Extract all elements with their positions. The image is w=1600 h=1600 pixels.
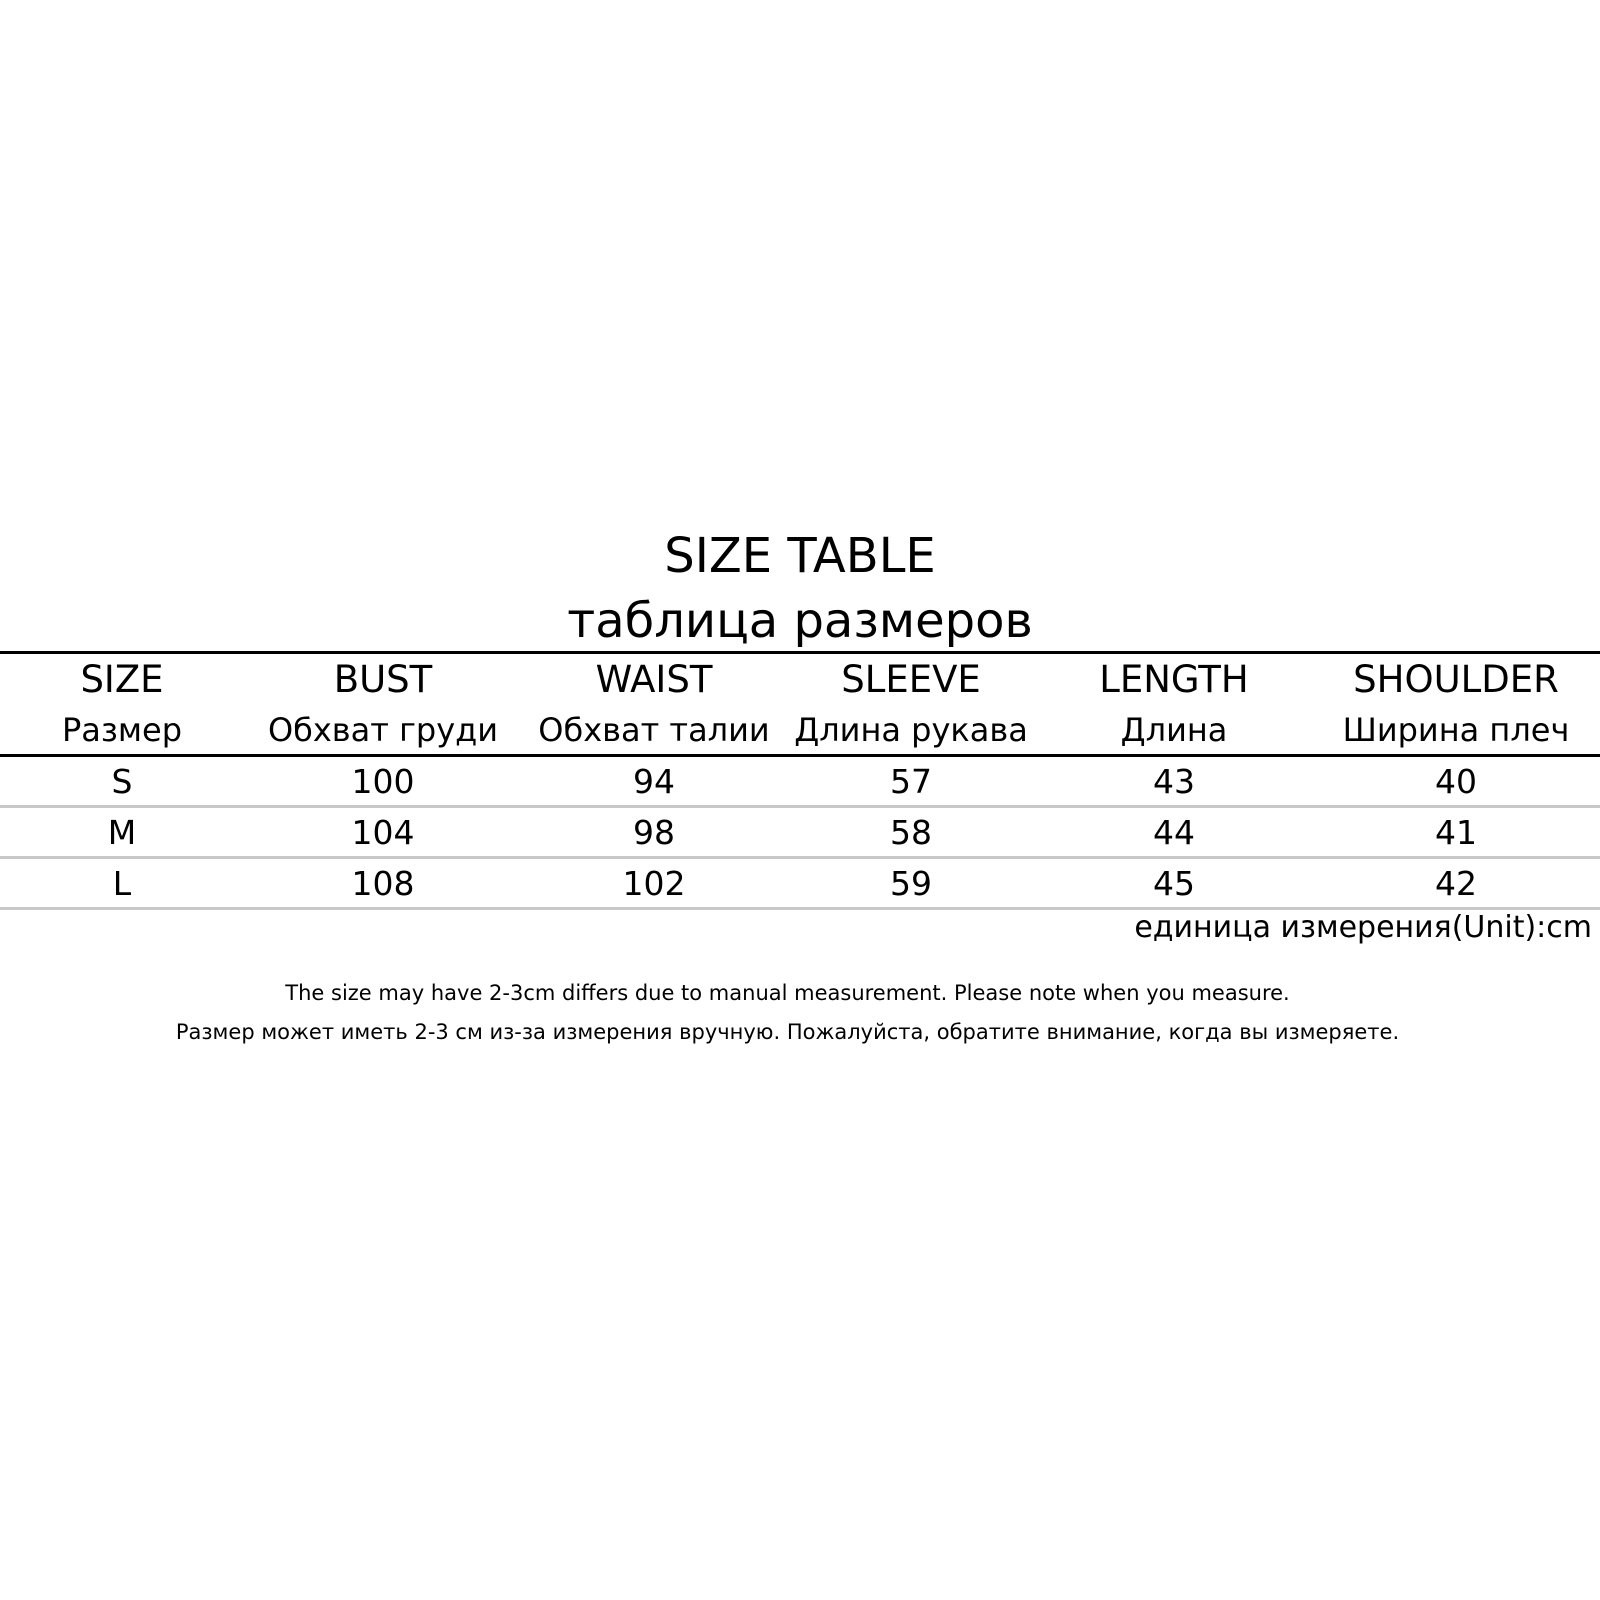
unit-note: единица измерения(Unit):cm (1134, 910, 1592, 945)
column-header-shoulder (1312, 653, 1600, 756)
column-header-ru: Размер (61, 711, 183, 749)
column-header-bust (244, 653, 522, 756)
table-row (0, 807, 1600, 858)
table-row (0, 858, 1600, 909)
table-cell-size: L (0, 858, 244, 909)
table-cell-sleeve: 59 (786, 858, 1036, 909)
column-header-en: BUST (333, 658, 433, 701)
size-table-header (0, 653, 1600, 756)
column-header-ru: Длина рукава (794, 711, 1028, 749)
table-row (0, 756, 1600, 807)
table-cell-shoulder: 40 (1312, 756, 1600, 807)
table-cell-length: 44 (1036, 807, 1312, 858)
table-cell-waist: 94 (522, 756, 786, 807)
table-cell-waist: 98 (522, 807, 786, 858)
title-english: SIZE TABLE (664, 528, 936, 584)
header-row (0, 653, 1600, 756)
column-header-en: SLEEVE (841, 658, 981, 701)
table-cell-shoulder: 41 (1312, 807, 1600, 858)
measurement-note-russian: Размер может иметь 2-3 см из-за измерения вручную. Пожалуйста, обратите внимание, когда вы измеряете. (175, 1020, 1400, 1044)
measurement-note-english: The size may have 2-3cm differs due to manual measurement. Please note when you measure. (285, 981, 1290, 1005)
table-cell-sleeve: 58 (786, 807, 1036, 858)
column-header-ru: Ширина плеч (1342, 711, 1570, 749)
column-header-en: WAIST (595, 658, 713, 701)
size-table (0, 651, 1600, 910)
column-header-length (1036, 653, 1312, 756)
title-russian: таблица размеров (567, 593, 1033, 649)
column-header-ru: Обхват груди (267, 711, 499, 749)
column-header-en: SIZE (80, 658, 164, 701)
table-cell-bust: 108 (244, 858, 522, 909)
column-header-waist (522, 653, 786, 756)
table-cell-waist: 102 (522, 858, 786, 909)
column-header-sleeve (786, 653, 1036, 756)
column-header-en: LENGTH (1099, 658, 1249, 701)
table-cell-length: 45 (1036, 858, 1312, 909)
table-cell-sleeve: 57 (786, 756, 1036, 807)
column-header-size (0, 653, 244, 756)
table-cell-bust: 100 (244, 756, 522, 807)
table-cell-length: 43 (1036, 756, 1312, 807)
table-cell-shoulder: 42 (1312, 858, 1600, 909)
size-table-body (0, 756, 1600, 909)
table-cell-size: S (0, 756, 244, 807)
column-header-ru: Длина (1120, 711, 1228, 749)
table-cell-size: M (0, 807, 244, 858)
table-cell-bust: 104 (244, 807, 522, 858)
column-header-en: SHOULDER (1353, 658, 1559, 701)
column-header-ru: Обхват талии (538, 711, 770, 749)
